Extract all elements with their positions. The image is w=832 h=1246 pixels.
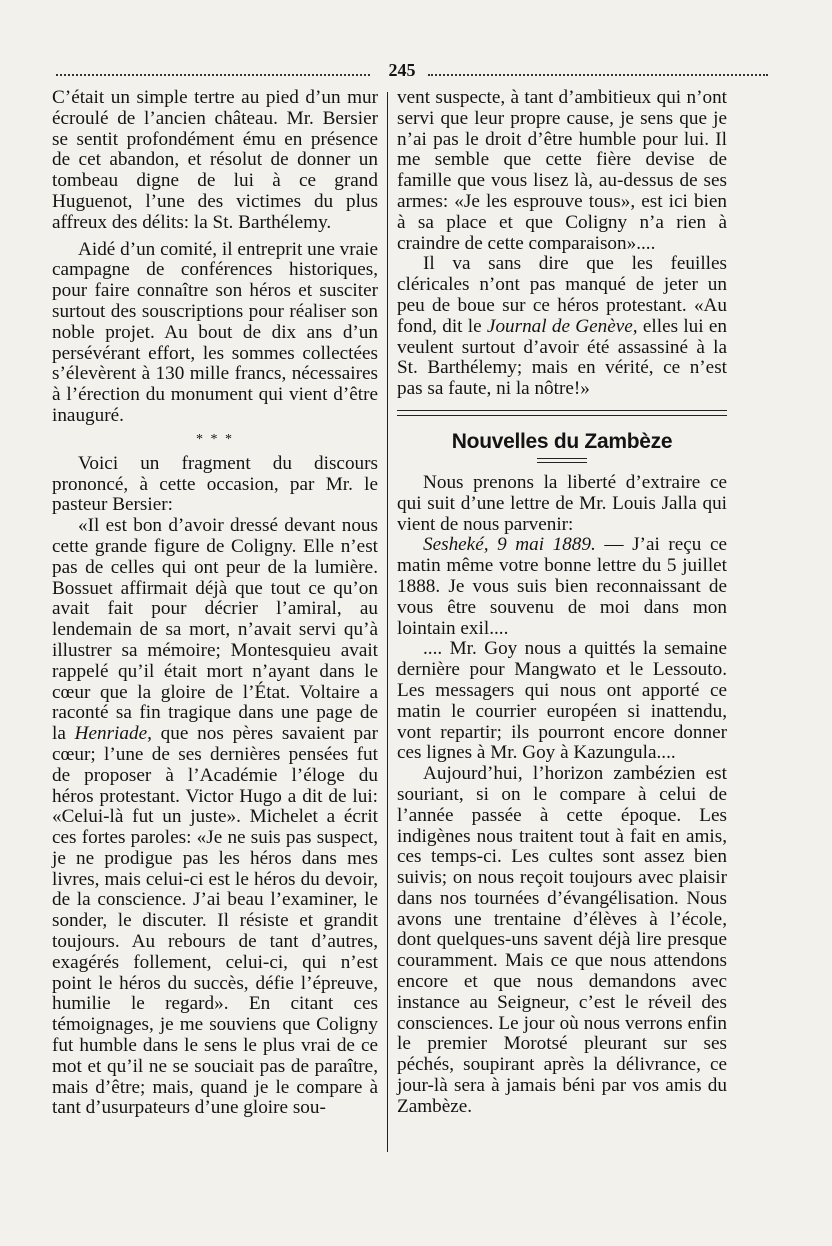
asterism-separator: * * *	[196, 431, 234, 447]
paragraph	[397, 254, 727, 400]
paragraph: Nous prenons la liberté d’extraire ce qui suit d’une lettre de Mr. Louis Jalla qui vient de nous parvenir:	[397, 471, 727, 535]
paragraph: C’était un simple tertre au pied d’un mur écroulé de l’ancien château. Mr. Bersier se sentit profondément ému en présence de cet abandon, et résolut de donner un tombeau digne de lui à ce grand Huguenot, l’une des victimes du plus affreux des délits: la St. Barthélemy.	[52, 87, 378, 233]
paragraph: vent suspecte, à tant d’ambitieux qui n’ont servi que leur propre cause, je sens que je n’ai pas le droit d’être humble pour lui. Il me semble que cette fière devise de famille que vous lisez là, au-dessus de ses armes: «Je les esprouve tous», est ici bien à sa place et que Coligny n’a rien à craindre de cette comparaison»....	[397, 87, 727, 254]
header-rule-left	[56, 74, 370, 76]
italic-title: Henriade,	[74, 723, 152, 745]
column-divider	[387, 92, 388, 1152]
header-rule-right	[428, 74, 768, 76]
quotation-paragraph	[52, 516, 378, 1119]
text-run: que nos pères savaient par cœur; l’une de ses dernières pensées fut de proposer à l’Académie l’éloge du héros protestant. Victor Hugo a dit de lui: «Celui-là fut un juste». Michelet a écrit ces fortes paroles: «Je ne suis pas suspect, je ne prodigue pas les héros dans mes livres, mais celui-ci est le héros du devoir, de la conscience. J’ai beau l’examiner, le sonder, le discuter. Il résiste et grandit toujours. Au rebours de tant d’autres, exagérés follement, celui-ci, qui n’est point le héros du succès, défie l’épreuve, humilie le regard». En citant ces témoignages, je me souviens que Coligny fut humble dans le sens le plus vrai de ce mot et qu’il ne se souciait pas de paraître, mais d’être; mais, quand je le compare à tant d’usurpateurs d’une gloire sou-	[52, 723, 378, 1119]
page-number: 245	[388, 60, 416, 80]
title-ornament	[537, 458, 587, 463]
paragraph: Aujourd’hui, l’horizon zambézien est souriant, si on le compare à celui de l’année passée à cette époque. Les indigènes nous traitent tout à fait en amis, ces temps-ci. Les cultes sont assez bien suivis; on nous reçoit toujours avec plaisir dans nos tournées d’évangélisation. Nous avons une trentaine d’élèves à l’école, dont quelques-uns savent déjà lire presque couramment. Mais ce que nous attendons encore et que nous demandons avec instance au Seigneur, c’est le réveil des consciences. Le jour où nous verrons enfin le premier Morotsé pleurant sur ses péchés, soupirant après la délivrance, ce jour-là sera à jamais béni par vos amis du Zambèze.	[397, 763, 727, 1117]
page-header	[56, 60, 768, 88]
paragraph: .... Mr. Goy nous a quittés la semaine dernière pour Mangwato et le Lessouto. Les messagers qui nous ont apporté ce matin le courrier européen si inattendu, vont repartir; ils pourront encore donner ces lignes à Mr. Goy à Kazungula....	[397, 638, 727, 764]
paragraph: Aidé d’un comité, il entreprit une vraie campagne de conférences historiques, pour faire connaître son héros et susciter surtout des souscriptions pour réaliser son noble projet. Au bout de dix ans d’un persévérant effort, les sommes collectées s’élevèrent à 130 mille francs, nécessaires à l’érection du monument qui vient d’être inauguré.	[52, 238, 378, 426]
left-column	[52, 88, 378, 1168]
text-run: Il va sans dire que les feuilles cléricales n’ont pas manqué de jeter un peu de boue sur ce héros protestant. «Au fond, dit le	[397, 253, 727, 337]
text-run: — J’ai reçu ce matin même votre bonne lettre du 5 juillet 1888. Je vous suis bien reconnaissant de vous être souvenu de moi dans mon lointain exil....	[397, 534, 727, 639]
letter-dateline: Sesheké, 9 mai 1889.	[423, 534, 596, 556]
right-column	[397, 88, 727, 1168]
paragraph: Voici un fragment du discours prononcé, à cette occasion, par Mr. le pasteur Bersier:	[52, 452, 378, 516]
section-separator	[397, 410, 727, 416]
text-run: «Il est bon d’avoir dressé devant nous cette grande figure de Coligny. Elle n’est pas de celles qui ont peur de la lumière. Bossuet affirmait déjà que tout ce qu’on avait fait pour décrier l’amiral, au lendemain de sa mort, n’avait servi qu’à illustrer sa mémoire; Montesquieu avait rappelé qu’il était mort n’ayant dans le cœur que la gloire de l’État. Voltaire a raconté sa fin tragique dans une page de la	[52, 515, 378, 745]
text-run: elles lui en veulent surtout d’avoir été assassiné à la St. Barthélemy; mais en vérité, ce n’est pas sa faute, ni la nôtre!»	[397, 315, 727, 400]
section-title: Nouvelles du Zambèze	[451, 429, 673, 453]
italic-title: Journal de Genève,	[486, 315, 638, 337]
letter-paragraph	[397, 535, 727, 639]
